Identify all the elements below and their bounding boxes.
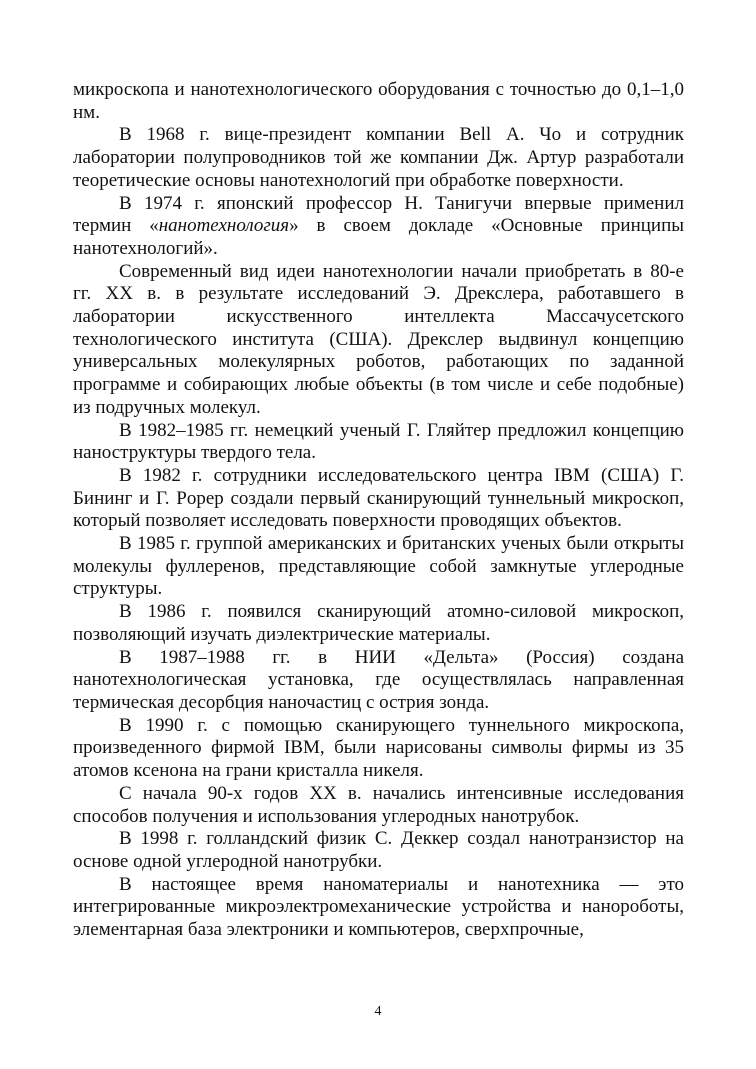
paragraph	[73, 874, 684, 942]
paragraph-text: В 1974 г. японский профессор Н. Танигучи впервые применил термин «	[73, 192, 684, 237]
paragraph	[73, 533, 684, 601]
paragraph-text: С начала 90-х годов XX в. начались интенсивные исследования способов получения и использования углеродных нанотрубок.	[73, 782, 684, 827]
paragraph	[73, 783, 684, 828]
paragraph	[73, 828, 684, 873]
paragraph-text: » в своем докладе «Основные принципы нанотехнологий».	[73, 215, 685, 259]
paragraph-text: В 1968 г. вице-президент компании Bell А. Чо и сотрудник лаборатории полупроводников той же компании Дж. Артур разработали теоретические основы нанотехнологий при обработке поверхности.	[73, 124, 684, 191]
paragraph-text: В 1986 г. появился сканирующий атомно-силовой микроскоп, позволяющий изучать диэлектрические материалы.	[73, 601, 684, 645]
paragraph	[73, 715, 684, 783]
paragraph-text: микроскопа и нанотехнологического оборудования с точностью до 0,1–1,0 нм.	[73, 79, 684, 123]
paragraph	[73, 79, 684, 124]
paragraph	[73, 465, 684, 533]
paragraph-text: В 1990 г. с помощью сканирующего туннельного микроскопа, произведенного фирмой IBM, были нарисованы символы фирмы из 35 атомов ксенона на грани кристалла никеля.	[73, 714, 684, 782]
paragraph	[73, 601, 684, 646]
paragraph-text: В настоящее время наноматериалы и нанотехника — это интегрированные микроэлектромеханические устройства и нанороботы, элементарная база электроники и компьютеров, сверхпрочные,	[73, 873, 684, 941]
paragraph-text: В 1982–1985 гг. немецкий ученый Г. Гляйтер предложил концепцию наноструктуры твердого тела.	[73, 419, 684, 464]
paragraph	[73, 647, 684, 715]
body-text	[73, 79, 684, 942]
paragraph	[73, 124, 684, 192]
paragraph-text: В 1987–1988 гг. в НИИ «Дельта» (Россия) создана нанотехнологическая установка, где осуществлялась направленная термическая десорбция наночастиц с острия зонда.	[73, 646, 684, 713]
page-number: 4	[374, 1004, 382, 1019]
paragraph-text: В 1982 г. сотрудники исследовательского центра IBM (США) Г. Бининг и Г. Popep создали первый сканирующий туннельный микроскоп, который позволяет исследовать поверхности проводящих объектов.	[73, 464, 684, 532]
paragraph-text: В 1998 г. голландский физик С. Деккер создал нанотранзистор на основе одной углеродной нанотрубки.	[73, 828, 684, 872]
italic-term: нанотехнология	[158, 215, 290, 237]
paragraph	[73, 193, 684, 261]
paragraph-text: В 1985 г. группой американских и британских ученых были открыты молекулы фуллеренов, представляющие собой замкнутые углеродные структуры.	[73, 533, 684, 600]
paragraph	[73, 420, 684, 465]
paragraph	[73, 261, 684, 420]
paragraph-text: Современный вид идеи нанотехнологии начали приобретать в 80-е гг. XX в. в результате исследований Э. Дрекслера, работавшего в лаборатории искусственного интеллекта Массачусетского технологического института (США). Дрекслер выдвинул концепцию универсальных молекулярных роботов, работающих по заданной программе и собирающих любые объекты (в том числе и себе подобные) из подручных молекул.	[73, 260, 684, 418]
